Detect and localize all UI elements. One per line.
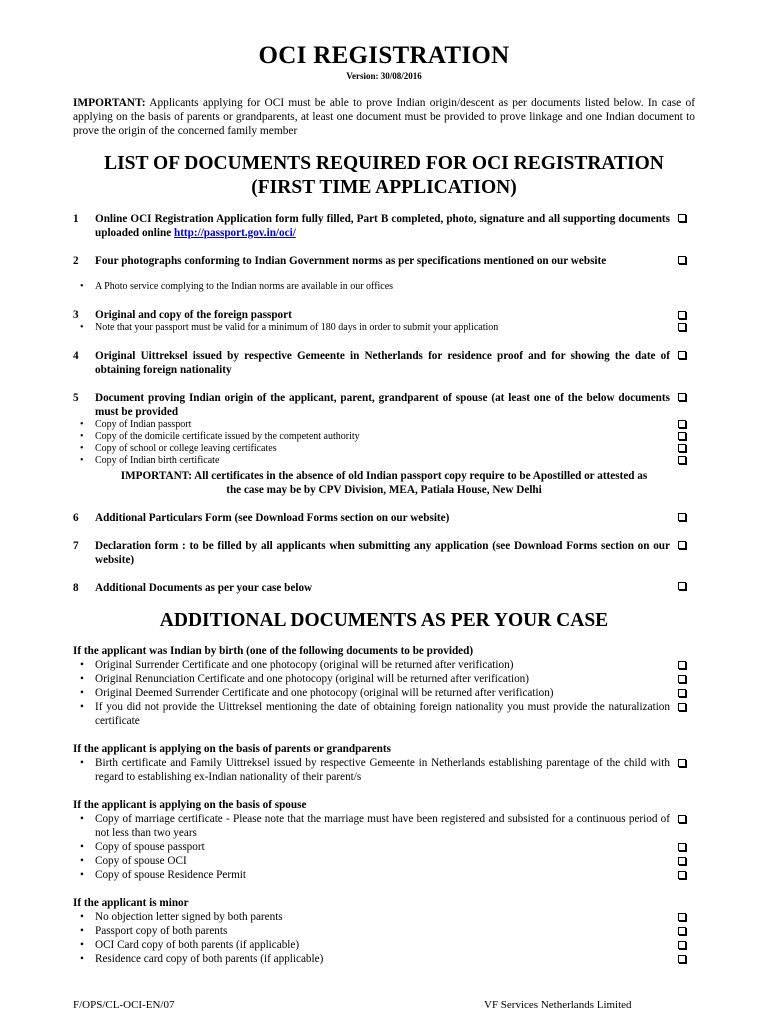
checkbox[interactable]: [678, 311, 686, 319]
bullet-text: Original Renunciation Certificate and one photocopy (original will be returned after verification): [95, 673, 529, 685]
item-text: Document proving Indian origin of the applicant, parent, grandparent of spouse (at least one of the below documents must be provided: [95, 392, 670, 418]
bullet: •: [80, 443, 84, 454]
item-number: 1: [73, 213, 79, 225]
important-apostille-note: [0, 469, 768, 497]
bullet: •: [80, 939, 84, 951]
section-heading: If the applicant is applying on the basis of spouse: [73, 799, 307, 811]
bullet-text: Copy of spouse OCI: [95, 855, 187, 867]
bullet-text: Birth certificate and Family Uittreksel issued by respective Gemeente in Netherlands establishing parentage of the child with regard to establishing ex-Indian nationality of their parent/s: [95, 757, 670, 783]
page-title: OCI REGISTRATION: [258, 42, 510, 69]
item-number: 2: [73, 255, 79, 267]
sub-item-text: Copy of Indian passport: [95, 419, 192, 430]
bullet-text: Original Deemed Surrender Certificate and one photocopy (original will be returned after verification): [95, 687, 554, 699]
checkbox[interactable]: [678, 513, 686, 521]
bullet-text: Copy of spouse passport: [95, 841, 205, 853]
bullet-text: Passport copy of both parents: [95, 925, 228, 937]
checkbox[interactable]: [678, 351, 686, 359]
checkbox[interactable]: [678, 689, 686, 697]
bullet: •: [80, 455, 84, 466]
bullet: •: [80, 281, 84, 292]
bullet-text: Original Surrender Certificate and one photocopy (original will be returned after verification): [95, 659, 514, 671]
checkbox[interactable]: [678, 444, 686, 452]
bullet: •: [80, 953, 84, 965]
item-number: 4: [73, 350, 79, 362]
item-number: 6: [73, 512, 79, 524]
bullet: •: [80, 855, 84, 867]
important-text: Applicants applying for OCI must be able to prove Indian origin/descent as per documents listed below. In case of applying on the basis of parents or grandparents, at least one document must be provided to prove linkage and one Indian document to prove the origin of the concerned family member: [73, 97, 695, 137]
item-number: 7: [73, 540, 79, 552]
important-label: IMPORTANT:: [73, 97, 146, 109]
bullet-text: Residence card copy of both parents (if applicable): [95, 953, 324, 965]
checkbox[interactable]: [678, 843, 686, 851]
bullet-text: If you did not provide the Uittreksel mentioning the date of obtaining foreign nationality you must provide the naturalization certificate: [95, 701, 670, 727]
checkbox[interactable]: [678, 675, 686, 683]
apostille-line2: the case may be by CPV Division, MEA, Patiala House, New Delhi: [226, 484, 542, 496]
item-number: 8: [73, 582, 79, 594]
section-heading: If the applicant is applying on the basis of parents or grandparents: [73, 743, 391, 755]
sub-item-text: Note that your passport must be valid for a minimum of 180 days in order to submit your application: [95, 322, 499, 333]
bullet: •: [80, 322, 84, 333]
checkbox[interactable]: [678, 703, 686, 711]
item-text: Four photographs conforming to Indian Government norms as per specifications mentioned on our website: [95, 255, 607, 267]
footer-company: VF Services Netherlands Limited: [484, 999, 632, 1011]
item-text: Additional Particulars Form (see Download Forms section on our website): [95, 512, 450, 524]
bullet: •: [80, 673, 84, 685]
bullet: •: [80, 911, 84, 923]
list-heading-line2: (FIRST TIME APPLICATION): [251, 177, 517, 198]
bullet-text: OCI Card copy of both parents (if applicable): [95, 939, 300, 951]
list-heading: [0, 152, 768, 200]
bullet-text: No objection letter signed by both parents: [95, 911, 283, 923]
apostille-line1: IMPORTANT: All certificates in the absence of old Indian passport copy require to be Apostilled or attested as: [120, 470, 648, 482]
bullet: •: [80, 687, 84, 699]
checkbox[interactable]: [678, 941, 686, 949]
list-heading-line1: LIST OF DOCUMENTS REQUIRED FOR OCI REGISTRATION: [104, 153, 664, 174]
sub-item-text: A Photo service complying to the Indian norms are available in our offices: [95, 281, 394, 292]
bullet: •: [80, 841, 84, 853]
checkbox[interactable]: [678, 582, 686, 590]
checkbox[interactable]: [678, 927, 686, 935]
bullet: •: [80, 419, 84, 430]
bullet: •: [80, 431, 84, 442]
checkbox[interactable]: [678, 661, 686, 669]
checkbox[interactable]: [678, 913, 686, 921]
checkbox[interactable]: [678, 456, 686, 464]
section-heading: If the applicant is minor: [73, 897, 189, 909]
passport-link[interactable]: http://passport.gov.in/oci/: [173, 226, 296, 239]
item-text: Declaration form : to be filled by all applicants when submitting any application (see Download Forms section on our website): [95, 540, 670, 566]
version-label: Version: 30/08/2016: [346, 71, 422, 81]
checkbox[interactable]: [678, 420, 686, 428]
checkbox[interactable]: [678, 759, 686, 767]
sub-item-text: Copy of Indian birth certificate: [95, 455, 220, 466]
checkbox[interactable]: [678, 871, 686, 879]
bullet-text: Copy of marriage certificate - Please note that the marriage must have been registered and subsisted for a continuous period of not less than two years: [95, 813, 670, 839]
checkbox[interactable]: [678, 815, 686, 823]
bullet: •: [80, 925, 84, 937]
checkbox[interactable]: [678, 432, 686, 440]
additional-heading: ADDITIONAL DOCUMENTS AS PER YOUR CASE: [159, 610, 609, 631]
checkbox[interactable]: [678, 541, 686, 549]
checkbox[interactable]: [678, 393, 686, 401]
checkbox[interactable]: [678, 256, 686, 264]
checkbox[interactable]: [678, 323, 686, 331]
item-number: 5: [73, 392, 79, 404]
item-text: Original Uittreksel issued by respective Gemeente in Netherlands for residence proof and for showing the date of obtaining foreign nationality: [95, 350, 670, 376]
bullet-text: Copy of spouse Residence Permit: [95, 869, 247, 881]
sub-item-text: Copy of the domicile certificate issued by the competent authority: [95, 431, 360, 442]
bullet: •: [80, 701, 84, 713]
checkbox[interactable]: [678, 214, 686, 222]
footer-code: F/OPS/CL-OCI-EN/07: [73, 999, 175, 1011]
important-intro: [73, 96, 695, 138]
checkbox[interactable]: [678, 955, 686, 963]
bullet: •: [80, 757, 84, 769]
item-text: Original and copy of the foreign passport: [95, 309, 292, 321]
sub-item-text: Copy of school or college leaving certificates: [95, 443, 277, 454]
item-text: Online OCI Registration Application form fully filled, Part B completed, photo, signature and all supporting documents uploaded online http://passport.gov.in/oci/: [95, 213, 670, 239]
bullet: •: [80, 813, 84, 825]
bullet: •: [80, 659, 84, 671]
item-number: 3: [73, 309, 79, 321]
bullet: •: [80, 869, 84, 881]
section-heading: If the applicant was Indian by birth (one of the following documents to be provided): [73, 645, 474, 657]
checkbox[interactable]: [678, 857, 686, 865]
item-text: Additional Documents as per your case below: [95, 582, 313, 594]
